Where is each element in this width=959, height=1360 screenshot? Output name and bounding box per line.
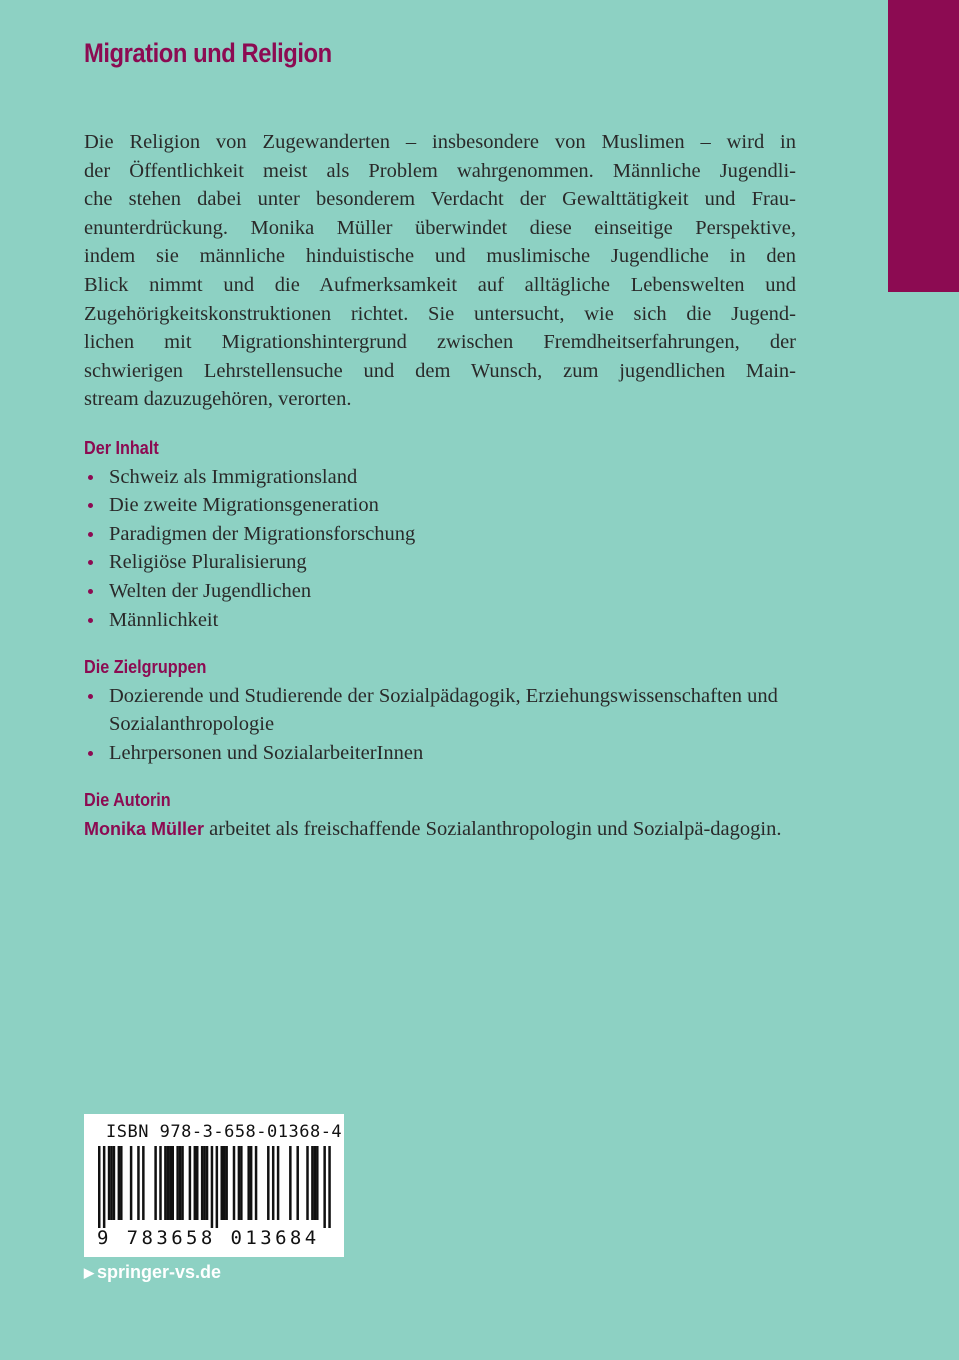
author-heading: Die Autorin <box>84 790 171 811</box>
barcode-bar <box>211 1146 214 1228</box>
barcode-bar <box>164 1146 167 1220</box>
audience-heading: Die Zielgruppen <box>84 657 207 678</box>
abstract-line: stream dazuzugehören, verorten. <box>84 388 352 411</box>
abstract-paragraph <box>84 128 796 414</box>
barcode-bar <box>103 1146 106 1228</box>
barcode-bar <box>238 1146 241 1220</box>
audience-list <box>84 682 796 768</box>
accent-bar <box>888 0 959 292</box>
barcode-bar <box>316 1146 319 1220</box>
abstract-line: indem sie männliche hinduistische und muslimische Jugendliche in den <box>84 245 796 268</box>
barcode-bar <box>255 1146 257 1220</box>
barcode-bar <box>130 1146 133 1220</box>
barcode-bar <box>189 1146 192 1220</box>
abstract-line: enunterdrückung. Monika Müller überwindet diese einseitige Perspektive, <box>84 216 796 239</box>
barcode-bar <box>272 1146 275 1220</box>
barcode-bar <box>167 1146 170 1220</box>
contents-item: Religiöse Pluralisierung <box>84 548 796 577</box>
barcode-bar <box>159 1146 162 1220</box>
barcode-bars <box>96 1146 332 1228</box>
barcode-bar <box>233 1146 236 1220</box>
abstract-line: che stehen dabei unter besonderem Verdacht der Gewalttätigkeit und Frau- <box>84 188 796 211</box>
back-cover-content <box>84 128 796 844</box>
barcode-bar <box>203 1146 206 1220</box>
barcode-bar <box>223 1146 226 1220</box>
author-bio <box>84 815 796 844</box>
contents-item: Schweiz als Immigrationsland <box>84 463 796 492</box>
publisher-link[interactable] <box>84 1262 221 1283</box>
abstract-line: Die Religion von Zugewanderten – insbesondere von Muslimen – wird in <box>84 131 796 153</box>
barcode-bar <box>247 1146 250 1220</box>
barcode-bar <box>120 1146 123 1220</box>
abstract-line: lichen mit Migrationshintergrund zwischen Fremdheitserfahrungen, der <box>84 331 796 354</box>
barcode-bar <box>194 1146 197 1220</box>
barcode-bar <box>110 1146 113 1220</box>
audience-item: Lehrpersonen und SozialarbeiterInnen <box>84 739 796 768</box>
contents-item: Männlichkeit <box>84 606 796 635</box>
contents-item: Die zweite Migrationsgeneration <box>84 491 796 520</box>
book-title: Migration und Religion <box>84 38 332 68</box>
abstract-line: Blick nimmt und die Aufmerksamkeit auf alltägliche Lebenswelten und <box>84 273 796 296</box>
barcode-bar <box>172 1146 175 1220</box>
isbn-barcode <box>84 1114 344 1257</box>
barcode-bar <box>250 1146 253 1220</box>
barcode-bar <box>323 1146 326 1228</box>
barcode-bar <box>142 1146 145 1220</box>
barcode-bar <box>221 1146 224 1220</box>
barcode-bar <box>181 1146 184 1220</box>
isbn-label: ISBN 978-3-658-01368-4 <box>106 1122 343 1142</box>
abstract-line: schwierigen Lehrstellensuche und dem Wunsch, zum jugendlichen Main- <box>84 359 796 382</box>
barcode-bar <box>277 1146 280 1220</box>
contents-heading: Der Inhalt <box>84 437 159 458</box>
audience-item: Dozierende und Studierende der Sozialpädagogik, Erziehungswissenschaften und Sozialanthropologie <box>84 682 796 739</box>
abstract-line: Zugehörigkeitskonstruktionen richtet. Sie untersucht, wie sich die Jugend- <box>84 302 796 325</box>
triangle-right-icon: ▶ <box>84 1265 94 1280</box>
barcode-bar <box>311 1146 314 1220</box>
barcode-bar <box>113 1146 116 1220</box>
barcode-bar <box>176 1146 179 1220</box>
contents-item: Paradigmen der Migrationsforschung <box>84 520 796 549</box>
barcode-bar <box>137 1146 140 1220</box>
author-name: Monika Müller <box>84 819 205 840</box>
barcode-bar <box>169 1146 172 1220</box>
barcode-bar <box>296 1146 299 1220</box>
barcode-bar <box>108 1146 111 1220</box>
ean-digits: 9 783658 013684 <box>97 1227 320 1249</box>
barcode-bar <box>314 1146 317 1220</box>
barcode-bar <box>118 1146 121 1220</box>
barcode-bar <box>201 1146 204 1220</box>
barcode-bar <box>267 1146 270 1220</box>
contents-list <box>84 463 796 635</box>
barcode-bar <box>179 1146 182 1220</box>
barcode-bar <box>154 1146 157 1220</box>
author-bio-text: arbeitet als freischaffende Sozialanthropologin und Sozialpä-dagogin. <box>209 818 782 841</box>
barcode-bar <box>289 1146 292 1220</box>
barcode-bar <box>98 1146 101 1228</box>
barcode-bar <box>206 1146 209 1220</box>
barcode-bar <box>328 1146 331 1228</box>
barcode-bar <box>240 1146 243 1220</box>
barcode-bar <box>306 1146 309 1220</box>
barcode-bar <box>196 1146 199 1220</box>
barcode-bar <box>225 1146 228 1220</box>
publisher-url: springer-vs.de <box>97 1262 222 1282</box>
contents-item: Welten der Jugendlichen <box>84 577 796 606</box>
abstract-line: der Öffentlichkeit meist als Problem wahrgenommen. Männliche Jugendli- <box>84 159 796 182</box>
barcode-bar <box>216 1146 219 1228</box>
